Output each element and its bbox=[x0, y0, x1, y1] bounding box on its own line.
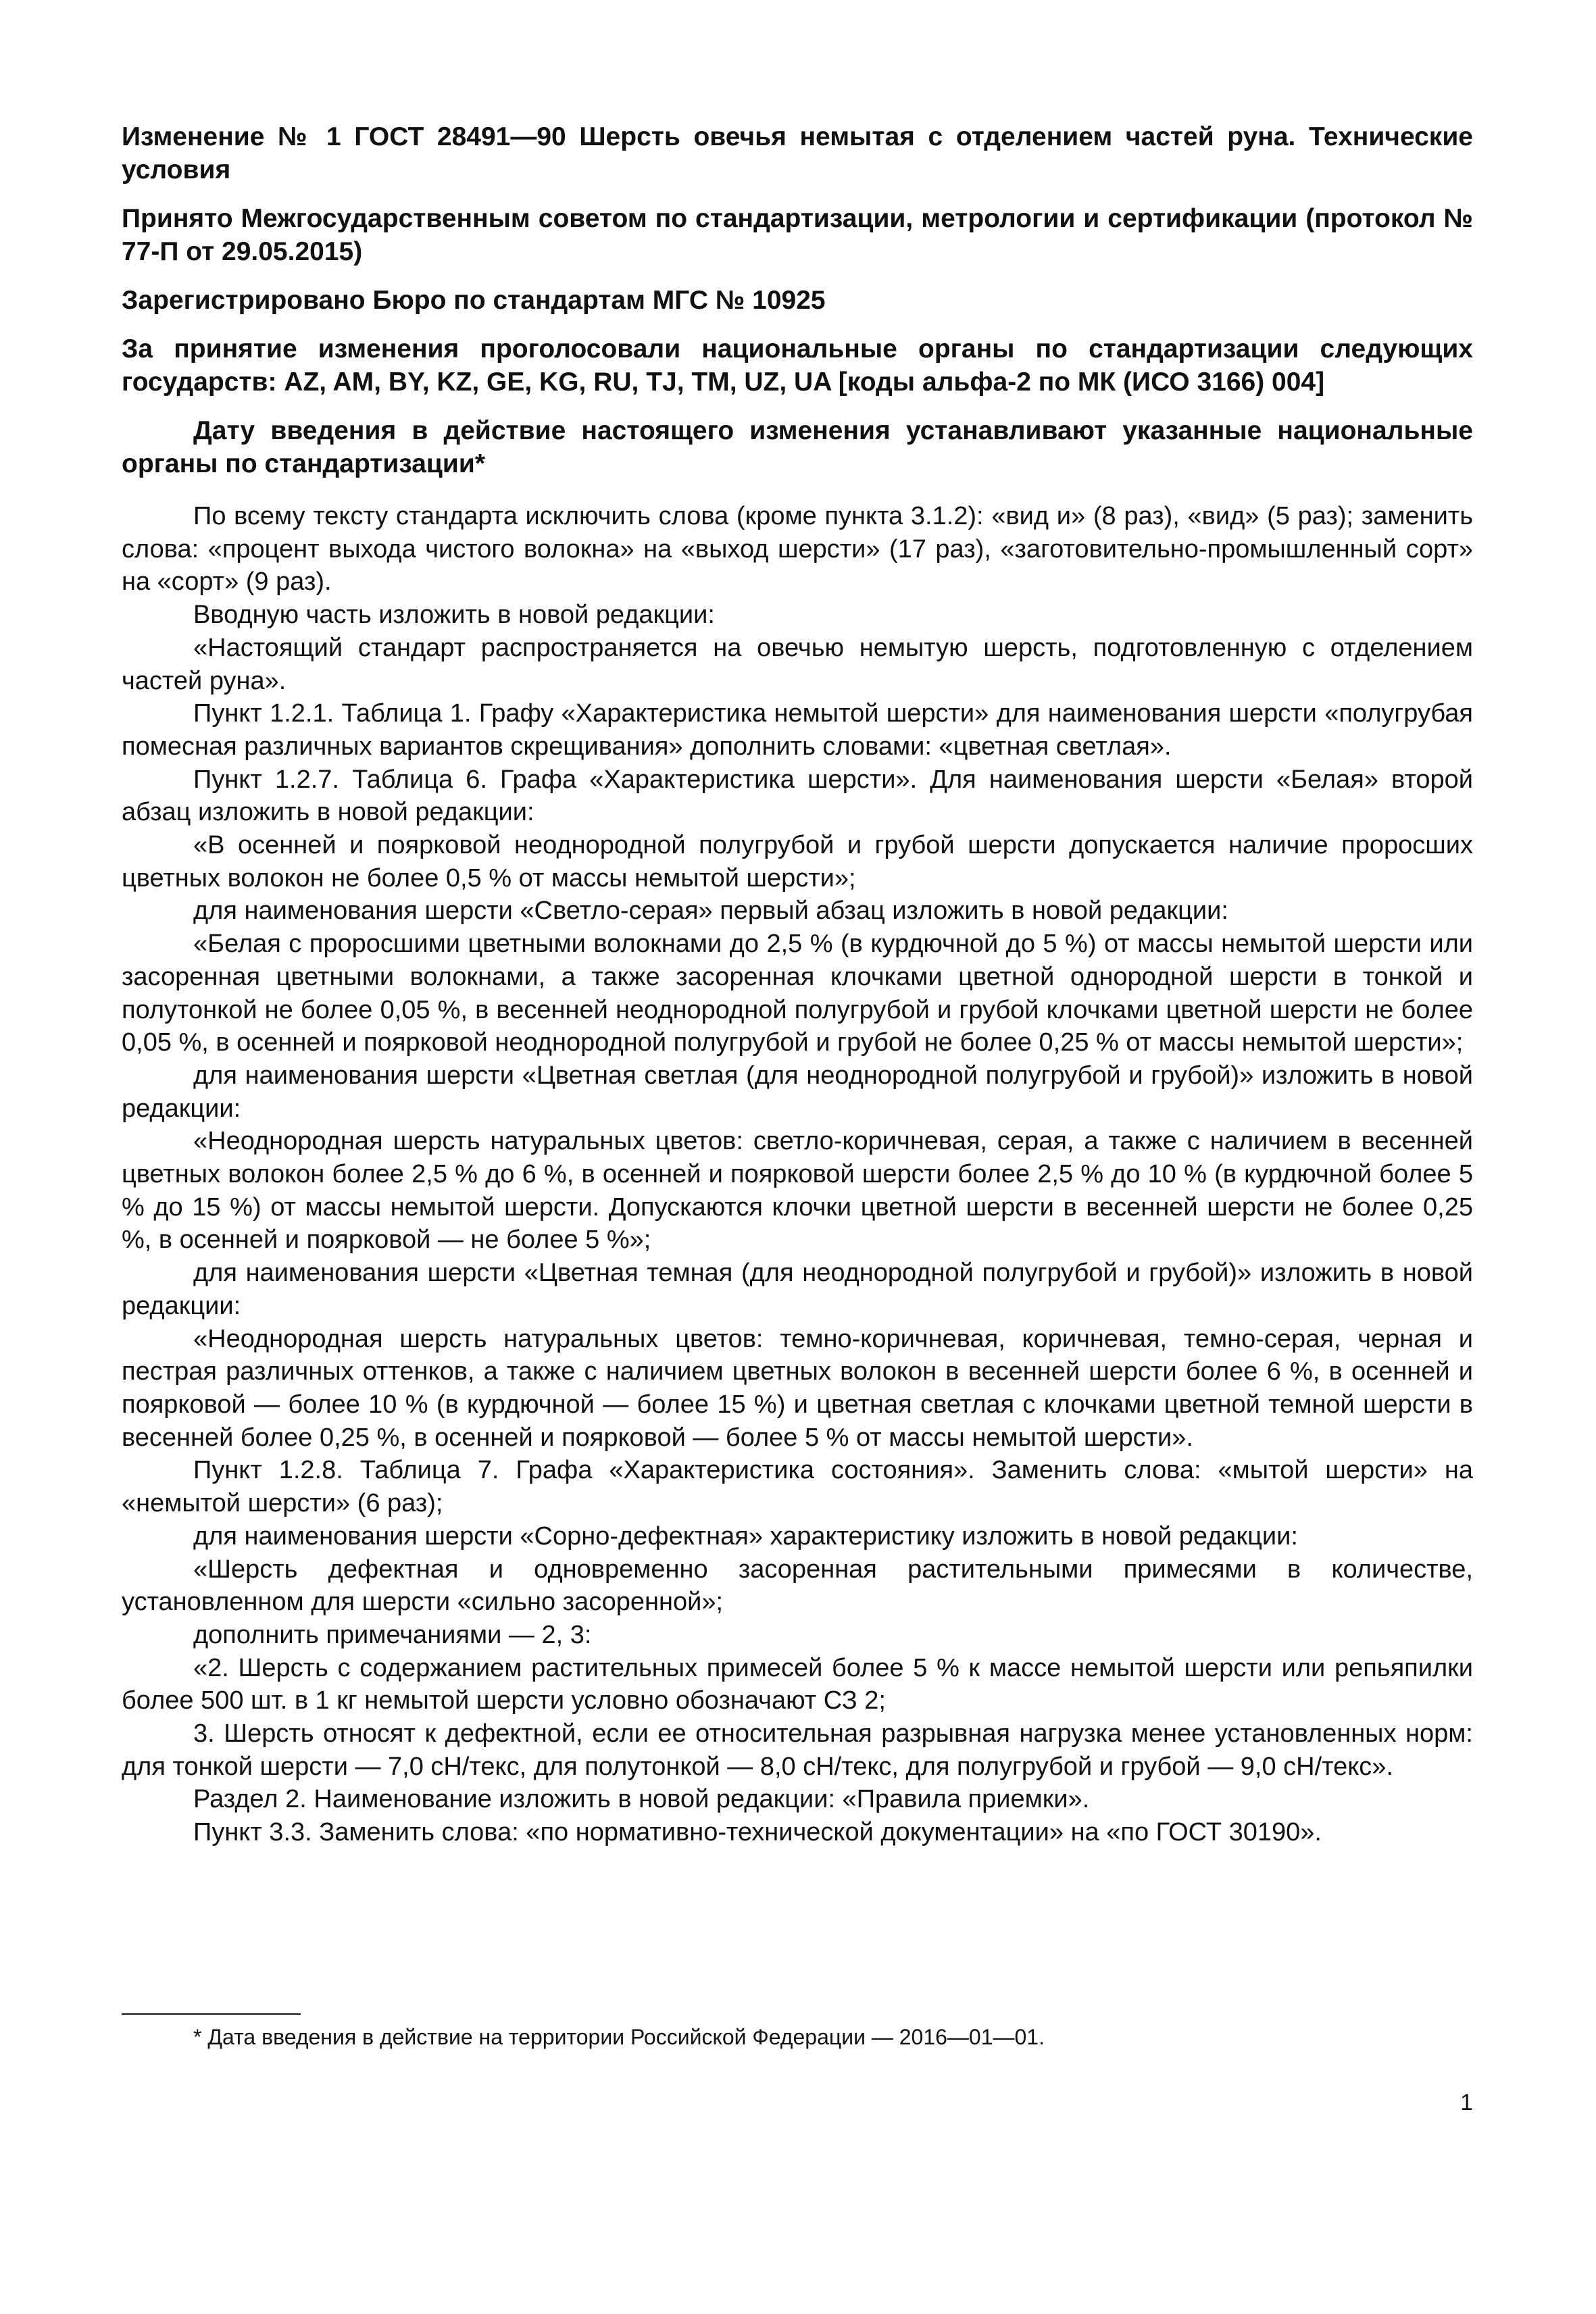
body-paragraph: для наименования шерсти «Сорно-дефектная» характеристику изложить в новой редакции: bbox=[193, 1521, 1298, 1551]
body-paragraph: для наименования шерсти «Цветная светлая (для неоднородной полугрубой и грубой)» изложить в новой редакции: bbox=[122, 1061, 1473, 1123]
document-page bbox=[122, 0, 1473, 2314]
body-paragraph: Вводную часть изложить в новой редакции: bbox=[193, 601, 715, 630]
body-paragraph: Раздел 2. Наименование изложить в новой редакции: «Правила приемки». bbox=[193, 1785, 1090, 1814]
body-paragraph: «В осенней и поярковой неоднородной полугрубой и грубой шерсти допускается наличие проросших цветных волокон не более 0,5 % от массы немытой шерсти»; bbox=[122, 831, 1473, 892]
body-paragraph: «Настоящий стандарт распространяется на овечью немытую шерсть, подготовленную с отделением частей руна». bbox=[122, 633, 1473, 695]
document-body bbox=[122, 500, 1473, 1849]
registration-statement: Зарегистрировано Бюро по стандартам МГС № 10925 bbox=[122, 286, 826, 315]
body-paragraph: «Белая с проросшими цветными волокнами до 2,5 % (в курдючной до 5 %) от массы немытой шерсти или засоренная цветными волокнами, а также засоренная клочками цветной однородной шерсти в тонкой и полутонкой не более 0,05 %, в весенней неоднородной полугрубой и грубой клочками цветной шерсти не более 0,05 %, в осенней и поярковой неоднородной полугрубой и грубой не более 0,25 % от массы немытой шерсти»; bbox=[122, 930, 1473, 1057]
body-paragraph: «Неоднородная шерсть натуральных цветов: светло-коричневая, серая, а также с наличием в весенней цветных волокон более 2,5 % до 6 %, в осенней и поярковой шерсти более 2,5 % до 10 % (в курдючной более 5 % до 15 %) от массы немытой шерсти. Допускаются клочки цветной шерсти в весенней шерсти не более 0,25 %, в осенней и поярковой — не более 5 %»; bbox=[122, 1127, 1473, 1255]
body-paragraph: Пункт 1.2.7. Таблица 6. Графа «Характеристика шерсти». Для наименования шерсти «Белая» второй абзац изложить в новой редакции: bbox=[122, 765, 1473, 827]
body-paragraph: «Шерсть дефектная и одновременно засоренная растительными примесями в количестве, установленном для шерсти «сильно засоренной»; bbox=[122, 1555, 1473, 1617]
amendment-title: Изменение № 1 ГОСТ 28491—90 Шерсть овечья немытая с отделением частей руна. Технические условия bbox=[122, 122, 1473, 184]
body-paragraph: «Неоднородная шерсть натуральных цветов: темно-коричневая, коричневая, темно-серая, черная и пестрая различных оттенков, а также с наличием цветных волокон в весенней шерсти более 6 %, в осенней и поярковой — более 10 % (в курдючной — более 15 %) и цветная светлая с клочками цветной темной шерсти в весенней более 0,25 %, в осенней и поярковой — более 5 % от массы немытой шерсти». bbox=[122, 1324, 1473, 1452]
body-paragraph: По всему тексту стандарта исключить слова (кроме пункта 3.1.2): «вид и» (8 раз), «вид» (5 раз); заменить слова: «процент выхода чистого волокна» на «выход шерсти» (17 раз), «заготовительно-промышленный сорт» на «сорт» (9 раз). bbox=[122, 502, 1473, 597]
adoption-statement: Принято Межгосударственным советом по стандартизации, метрологии и сертификации (протокол № 77-П от 29.05.2015) bbox=[122, 204, 1473, 266]
body-paragraph: для наименования шерсти «Цветная темная (для неоднородной полугрубой и грубой)» изложить в новой редакции: bbox=[122, 1259, 1473, 1320]
body-paragraph: дополнить примечаниями — 2, 3: bbox=[193, 1620, 592, 1649]
body-paragraph: Пункт 1.2.8. Таблица 7. Графа «Характеристика состояния». Заменить слова: «мытой шерсти» на «немытой шерсти» (6 раз); bbox=[122, 1456, 1473, 1518]
body-paragraph: Пункт 1.2.1. Таблица 1. Графу «Характеристика немытой шерсти» для наименования шерсти «полугрубая помесная различных вариантов скрещивания» дополнить словами: «цветная светлая». bbox=[122, 699, 1473, 761]
body-paragraph: для наименования шерсти «Светло-серая» первый абзац изложить в новой редакции: bbox=[193, 897, 1228, 926]
body-paragraph: «2. Шерсть с содержанием растительных примесей более 5 % к массе немытой шерсти или репьяпилки более 500 шт. в 1 кг немытой шерсти условно обозначают СЗ 2; bbox=[122, 1653, 1473, 1715]
effective-date-statement: Дату введения в действие настоящего изменения устанавливают указанные национальные органы по стандартизации* bbox=[122, 416, 1473, 478]
body-paragraph: 3. Шерсть относят к дефектной, если ее относительная разрывная нагрузка менее установленных норм: для тонкой шерсти — 7,0 сН/текс, для полутонкой — 8,0 сН/текс, для полугрубой и грубой — 9,0 сН/текс». bbox=[122, 1719, 1473, 1781]
footnote-divider bbox=[122, 2013, 301, 2015]
voting-statement: За принятие изменения проголосовали национальные органы по стандартизации следующих государств: AZ, AM, BY, KZ, GE, KG, RU, TJ, TM, UZ, UA [коды альфа-2 по МК (ИСО 3166) 004] bbox=[122, 334, 1473, 397]
body-paragraph: Пункт 3.3. Заменить слова: «по нормативно-технической документации» на «по ГОСТ 30190». bbox=[193, 1818, 1322, 1847]
footnote: * Дата введения в действие на территории Российской Федерации — 2016—01—01. bbox=[193, 2025, 1045, 2049]
page-number: 1 bbox=[1460, 2090, 1473, 2115]
document-header bbox=[122, 120, 1473, 496]
